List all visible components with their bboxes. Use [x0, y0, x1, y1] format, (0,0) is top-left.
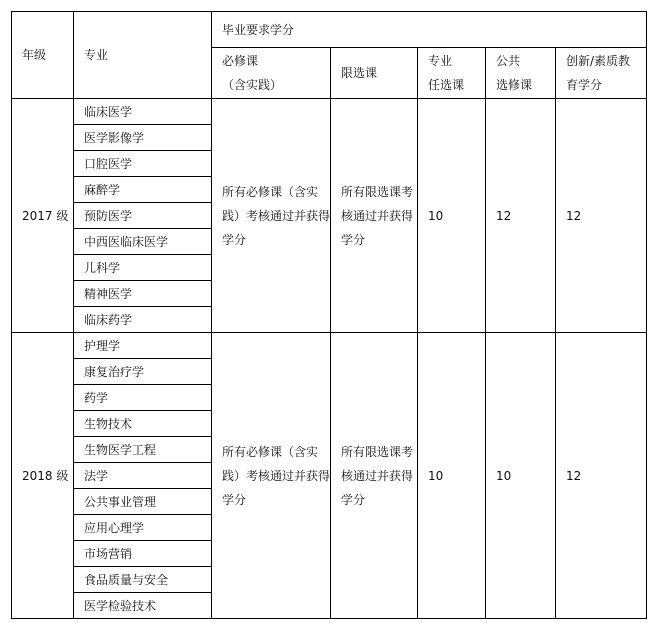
major-cell: 公共事业管理 — [74, 489, 212, 515]
major-cell: 护理学 — [74, 333, 212, 359]
header-major-elective — [418, 48, 486, 99]
innovation-cell: 12 — [556, 333, 647, 619]
major-cell: 市场营销 — [74, 541, 212, 567]
major-cell: 预防医学 — [74, 203, 212, 229]
major-cell: 药学 — [74, 385, 212, 411]
major-elective-cell: 10 — [418, 99, 486, 333]
major-cell: 康复治疗学 — [74, 359, 212, 385]
table-row — [12, 333, 647, 359]
major-cell: 临床药学 — [74, 307, 212, 333]
graduation-credit-table — [11, 11, 647, 619]
header-major: 专业 — [74, 12, 212, 99]
limited-cell: 所有限选课考核通过并获得学分 — [331, 333, 418, 619]
major-elective-cell: 10 — [418, 333, 486, 619]
header-innovation — [556, 48, 647, 99]
major-cell: 应用心理学 — [74, 515, 212, 541]
header-limited: 限选课 — [331, 48, 418, 99]
header-innovation-line2: 育学分 — [566, 78, 603, 92]
major-cell: 麻醉学 — [74, 177, 212, 203]
header-public-elective — [486, 48, 556, 99]
major-cell: 中西医临床医学 — [74, 229, 212, 255]
header-major-elective-line1: 专业 — [428, 54, 453, 68]
header-public-elective-line1: 公共 — [496, 54, 521, 68]
major-cell: 法学 — [74, 463, 212, 489]
major-cell: 生物技术 — [74, 411, 212, 437]
grade-cell: 2017 级 — [12, 99, 74, 333]
header-required-line1: 必修课 — [222, 54, 259, 68]
header-grade: 年级 — [12, 12, 74, 99]
major-cell: 口腔医学 — [74, 151, 212, 177]
header-required — [212, 48, 331, 99]
major-cell: 医学影像学 — [74, 125, 212, 151]
header-credits-title: 毕业要求学分 — [212, 12, 647, 48]
table-row — [12, 99, 647, 125]
header-major-elective-line2: 任选课 — [428, 78, 465, 92]
header-required-line2: （含实践） — [222, 78, 283, 92]
major-cell: 精神医学 — [74, 281, 212, 307]
major-cell: 儿科学 — [74, 255, 212, 281]
grade-cell: 2018 级 — [12, 333, 74, 619]
public-elective-cell: 12 — [486, 99, 556, 333]
major-cell: 食品质量与安全 — [74, 567, 212, 593]
limited-cell: 所有限选课考核通过并获得学分 — [331, 99, 418, 333]
public-elective-cell: 10 — [486, 333, 556, 619]
innovation-cell: 12 — [556, 99, 647, 333]
required-cell: 所有必修课（含实践）考核通过并获得学分 — [212, 99, 331, 333]
header-public-elective-line2: 选修课 — [496, 78, 533, 92]
major-cell: 生物医学工程 — [74, 437, 212, 463]
header-innovation-line1: 创新/素质教 — [566, 54, 631, 68]
major-cell: 医学检验技术 — [74, 593, 212, 619]
required-cell: 所有必修课（含实践）考核通过并获得学分 — [212, 333, 331, 619]
major-cell: 临床医学 — [74, 99, 212, 125]
